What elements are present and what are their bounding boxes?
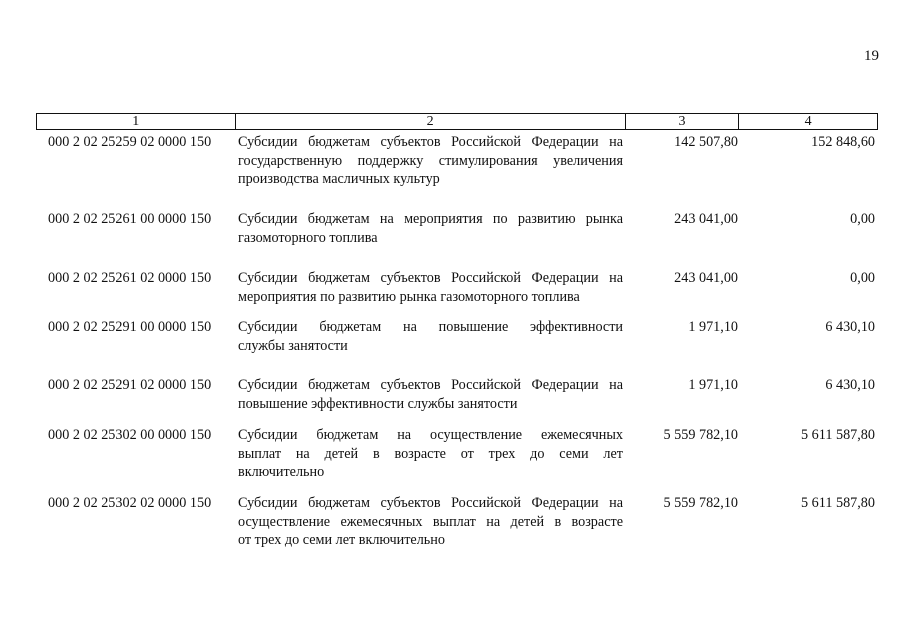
budget-code: 000 2 02 25302 02 0000 150 <box>48 495 212 511</box>
row-description <box>238 426 623 482</box>
header-cell-4: 4 <box>804 114 812 129</box>
description-line: Субсидии бюджетам субъектов Российской Федерации на <box>238 270 623 286</box>
budget-code: 000 2 02 25291 00 0000 150 <box>48 319 212 335</box>
budget-code: 000 2 02 25259 02 0000 150 <box>48 134 212 150</box>
value-col3: 243 041,00 <box>674 270 738 286</box>
value-col3: 1 971,10 <box>688 377 738 393</box>
value-col4: 6 430,10 <box>825 377 875 393</box>
description-line: службы занятости <box>238 337 348 354</box>
budget-code: 000 2 02 25261 02 0000 150 <box>48 270 212 286</box>
description-line: включительно <box>238 464 325 480</box>
page-number: 19 <box>864 48 879 64</box>
value-col4: 0,00 <box>850 211 875 227</box>
value-col4: 0,00 <box>850 270 875 286</box>
row-description <box>238 210 623 247</box>
table-header <box>36 113 878 130</box>
budget-code: 000 2 02 25302 00 0000 150 <box>48 427 212 443</box>
value-col3: 142 507,80 <box>674 134 738 150</box>
description-line: Субсидии бюджетам субъектов Российской Федерации на <box>238 495 623 511</box>
description-line: Субсидии бюджетам на повышение эффективности <box>238 319 623 335</box>
value-col4: 5 611 587,80 <box>801 495 875 511</box>
header-cell-3: 3 <box>626 114 740 129</box>
description-line: от трех до семи лет включительно <box>238 532 445 548</box>
description-line: выплат на детей в возрасте от трех до семи лет <box>238 445 623 462</box>
row-description <box>238 376 623 413</box>
header-cell-2: 2 <box>236 114 626 129</box>
description-line: осуществление ежемесячных выплат на детей в возрасте <box>238 513 623 530</box>
header-cell-1: 1 <box>37 114 236 129</box>
description-line: государственную поддержку стимулирования увеличения <box>238 152 623 169</box>
description-line: повышение эффективности службы занятости <box>238 395 518 412</box>
description-line: газомоторного топлива <box>238 229 378 246</box>
row-description <box>238 133 623 189</box>
description-line: Субсидии бюджетам субъектов Российской Федерации на <box>238 377 623 393</box>
value-col4: 5 611 587,80 <box>801 427 875 443</box>
row-description <box>238 318 623 355</box>
value-col4: 6 430,10 <box>825 319 875 335</box>
row-description <box>238 269 623 306</box>
value-col4: 152 848,60 <box>811 134 875 150</box>
description-line: производства масличных культур <box>238 171 440 187</box>
description-line: мероприятия по развитию рынка газомоторного топлива <box>238 288 580 305</box>
row-description <box>238 494 623 550</box>
value-col3: 5 559 782,10 <box>663 495 738 511</box>
value-col3: 5 559 782,10 <box>663 427 738 443</box>
budget-code: 000 2 02 25291 02 0000 150 <box>48 377 212 393</box>
description-line: Субсидии бюджетам на осуществление ежемесячных <box>238 427 623 443</box>
value-col3: 1 971,10 <box>688 319 738 335</box>
description-line: Субсидии бюджетам на мероприятия по развитию рынка <box>238 211 623 227</box>
description-line: Субсидии бюджетам субъектов Российской Федерации на <box>238 134 623 150</box>
budget-code: 000 2 02 25261 00 0000 150 <box>48 211 212 227</box>
value-col3: 243 041,00 <box>674 211 738 227</box>
